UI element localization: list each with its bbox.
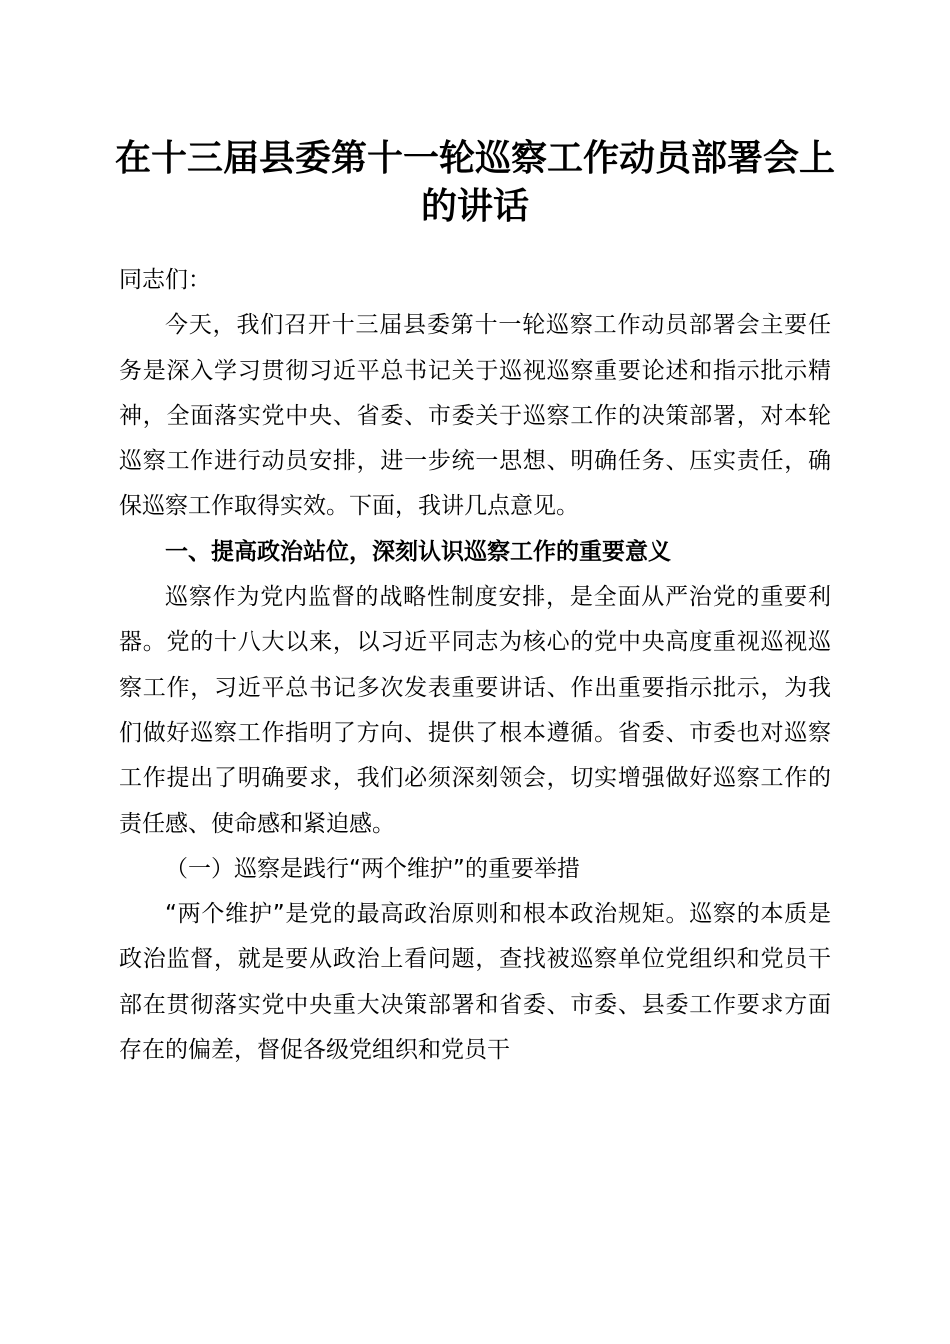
salutation: 同志们： <box>119 267 211 293</box>
paragraph-two-safeguards: “两个维护”是党的最高政治原则和根本政治规矩。巡察的本质是政治监督，就是要从政治上看问题，查找被巡察单位党组织和党员干部在贯彻落实党中央重大决策部署和省委、市委、县委工作要求方面存在的偏差，督促各级党组织和党员干 <box>119 901 831 1064</box>
paragraph-intro: 今天，我们召开十三届县委第十一轮巡察工作动员部署会主要任务是深入学习贯彻习近平总书记关于巡视巡察重要论述和指示批示精神，全面落实党中央、省委、市委关于巡察工作的决策部署，对本轮巡察工作进行动员安排，进一步统一思想、明确任务、压实责任，确保巡察工作取得实效。下面，我讲几点意见。 <box>119 312 831 520</box>
paragraph-significance: 巡察作为党内监督的战略性制度安排，是全面从严治党的重要利器。党的十八大以来，以习近平同志为核心的党中央高度重视巡视巡察工作，习近平总书记多次发表重要讲话、作出重要指示批示，为我们做好巡察工作指明了方向、提供了根本遵循。省委、市委也对巡察工作提出了明确要求，我们必须深刻领会，切实增强做好巡察工作的责任感、使命感和紧迫感。 <box>119 584 831 837</box>
document-title: 在十三届县委第十一轮巡察工作动员部署会上的讲话 <box>114 137 835 227</box>
section-heading-1: 一、提高政治站位，深刻认识巡察工作的重要意义 <box>165 538 671 565</box>
document-body <box>119 258 831 1073</box>
subsection-heading-1: （一）巡察是践行“两个维护”的重要举措 <box>165 855 580 882</box>
